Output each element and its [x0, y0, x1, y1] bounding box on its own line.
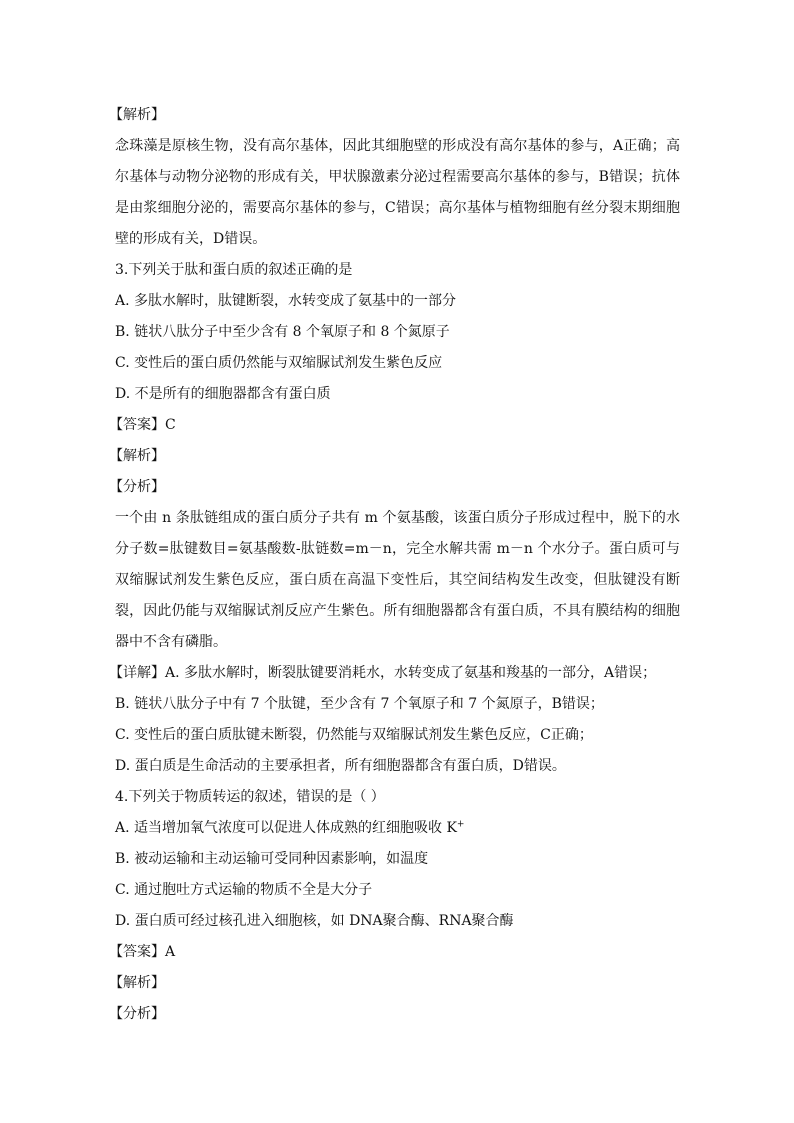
question-4-option-a-text: A. 适当增加氧气浓度可以促进人体成熟的红细胞吸收 K	[115, 820, 457, 836]
question-3-detail-c: C. 变性后的蛋白质肽键未断裂，仍然能与双缩脲试剂发生紫色反应，C正确；	[115, 727, 593, 743]
document-page	[109, 100, 680, 1030]
question-3-stem: 3.下列关于肽和蛋白质的叙述正确的是	[115, 262, 353, 278]
question-3-answer: 【答案】C	[109, 417, 176, 433]
question-3-option-c: C. 变性后的蛋白质仍然能与双缩脲试剂发生紫色反应	[115, 355, 443, 371]
question-4-option-c: C. 通过胞吐方式运输的物质不全是大分子	[115, 882, 373, 898]
potassium-superscript: +	[456, 819, 465, 830]
question-3-option-a: A. 多肽水解时，肽键断裂，水转变成了氨基中的一部分	[115, 293, 457, 309]
question-4-option-d: D. 蛋白质可经过核孔进入细胞核，如 DNA聚合酶、RNA聚合酶	[115, 913, 514, 929]
question-4-option-a	[115, 813, 680, 844]
question-4-answer: 【答案】A	[109, 944, 176, 960]
question-4-stem: 4.下列关于物质转运的叙述，错误的是（ ）	[115, 789, 385, 805]
question-3-option-b: B. 链状八肽分子中至少含有 8 个氧原子和 8 个氮原子	[115, 324, 450, 340]
question-3-detail-b: B. 链状八肽分子中有 7 个肽键，至少含有 7 个氧原子和 7 个氮原子，B错误；	[115, 696, 604, 712]
analysis-paragraph: 念珠藻是原核生物，没有高尔基体，因此其细胞壁的形成没有高尔基体的参与，A正确；高尔基体与动物分泌物的形成有关，甲状腺激素分泌过程需要高尔基体的参与，B错误；抗体是由浆细胞分泌的，需要高尔基体的参与，C错误；高尔基体与植物细胞有丝分裂末期细胞壁的形成有关，D错误。	[115, 138, 680, 247]
question-4-option-b: B. 被动运输和主动运输可受同种因素影响，如温度	[115, 851, 429, 867]
question-3-detail-d: D. 蛋白质是生命活动的主要承担者，所有细胞器都含有蛋白质，D错误。	[115, 758, 566, 774]
question-4-analysis-heading: 【解析】	[109, 975, 165, 991]
question-4-analyze-heading: 【分析】	[109, 1006, 165, 1022]
question-3-option-d: D. 不是所有的细胞器都含有蛋白质	[115, 386, 331, 402]
question-3-analyze-heading: 【分析】	[109, 479, 165, 495]
section-heading-analysis: 【解析】	[109, 107, 165, 123]
question-3-analyze-paragraph: 一个由 n 条肽链组成的蛋白质分子共有 m 个氨基酸，该蛋白质分子形成过程中，脱下的水分子数=肽键数目=氨基酸数-肽链数=m－n，完全水解共需 m－n 个水分子。蛋白质可与双缩脲试剂发生紫色反应，蛋白质在高温下变性后，其空间结构发生改变，但肽键没有断裂，因此仍能与双缩脲试剂反应产生紫色。所有细胞器都含有蛋白质，不具有膜结构的细胞器中不含有磷脂。	[115, 510, 680, 650]
question-3-analysis-heading: 【解析】	[109, 448, 165, 464]
question-3-detail-a: 【详解】A. 多肽水解时，断裂肽键要消耗水，水转变成了氨基和羧基的一部分，A错误；	[109, 665, 657, 681]
